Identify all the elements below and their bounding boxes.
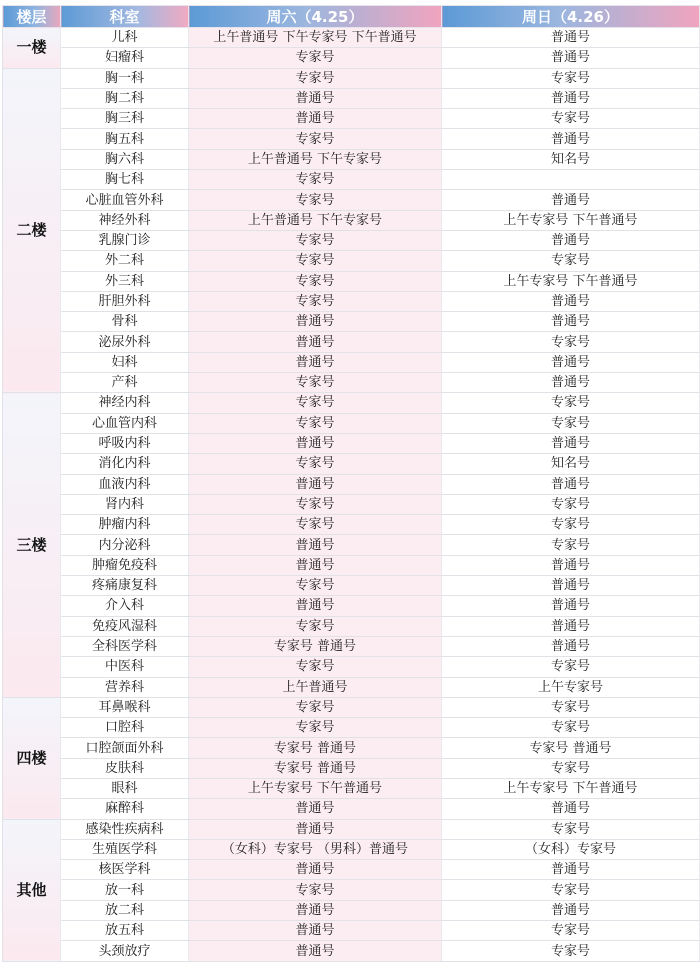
table-row	[3, 474, 700, 494]
saturday-cell: （女科）专家号 （男科）普通号	[189, 839, 442, 859]
dept-cell: 营养科	[61, 677, 189, 697]
saturday-cell: 普通号	[189, 941, 442, 961]
sunday-cell: 普通号	[442, 433, 700, 453]
sunday-cell: 专家号	[442, 697, 700, 717]
table-row	[3, 921, 700, 941]
saturday-cell: 专家号	[189, 291, 442, 311]
dept-cell: 消化内科	[61, 454, 189, 474]
header-floor: 楼层	[3, 6, 61, 28]
dept-cell: 乳腺门诊	[61, 230, 189, 250]
dept-cell: 泌尿外科	[61, 332, 189, 352]
table-row	[3, 515, 700, 535]
dept-cell: 妇瘤科	[61, 48, 189, 68]
table-row	[3, 332, 700, 352]
table-row	[3, 373, 700, 393]
saturday-cell: 普通号	[189, 921, 442, 941]
saturday-cell: 普通号	[189, 799, 442, 819]
saturday-cell: 专家号	[189, 230, 442, 250]
schedule-body	[3, 28, 700, 962]
table-row	[3, 312, 700, 332]
table-row	[3, 880, 700, 900]
sunday-cell: 专家号	[442, 413, 700, 433]
table-row	[3, 900, 700, 920]
header-saturday: 周六（4.25）	[189, 6, 442, 28]
sunday-cell: 专家号	[442, 332, 700, 352]
saturday-cell: 普通号	[189, 596, 442, 616]
table-row	[3, 555, 700, 575]
table-row	[3, 68, 700, 88]
header-dept: 科室	[61, 6, 189, 28]
sunday-cell: 普通号	[442, 860, 700, 880]
saturday-cell: 专家号	[189, 373, 442, 393]
table-row	[3, 413, 700, 433]
saturday-cell: 专家号	[189, 616, 442, 636]
sunday-cell: 普通号	[442, 596, 700, 616]
table-row	[3, 677, 700, 697]
table-row	[3, 718, 700, 738]
dept-cell: 感染性疾病科	[61, 819, 189, 839]
table-row	[3, 88, 700, 108]
dept-cell: 外三科	[61, 271, 189, 291]
sunday-cell: 普通号	[442, 352, 700, 372]
sunday-cell: 专家号	[442, 494, 700, 514]
sunday-cell: 普通号	[442, 555, 700, 575]
table-row	[3, 494, 700, 514]
dept-cell: 放一科	[61, 880, 189, 900]
dept-cell: 内分泌科	[61, 535, 189, 555]
saturday-cell: 专家号	[189, 657, 442, 677]
sunday-cell: 专家号	[442, 515, 700, 535]
saturday-cell: 普通号	[189, 332, 442, 352]
sunday-cell: 专家号	[442, 718, 700, 738]
dept-cell: 产科	[61, 373, 189, 393]
saturday-cell: 专家号	[189, 576, 442, 596]
sunday-cell: 专家号	[442, 921, 700, 941]
sunday-cell: 专家号	[442, 941, 700, 961]
saturday-cell: 上午专家号 下午普通号	[189, 778, 442, 798]
sunday-cell: 专家号	[442, 535, 700, 555]
sunday-cell: 普通号	[442, 799, 700, 819]
dept-cell: 骨科	[61, 312, 189, 332]
saturday-cell: 专家号	[189, 190, 442, 210]
floor-label: 三楼	[3, 393, 61, 697]
dept-cell: 免疫风湿科	[61, 616, 189, 636]
sunday-cell: 上午专家号 下午普通号	[442, 778, 700, 798]
sunday-cell	[442, 170, 700, 190]
schedule-table	[2, 5, 700, 962]
dept-cell: 胸二科	[61, 88, 189, 108]
dept-cell: 心血管内科	[61, 413, 189, 433]
dept-cell: 头颈放疗	[61, 941, 189, 961]
saturday-cell: 上午普通号 下午专家号 下午普通号	[189, 28, 442, 48]
table-row	[3, 210, 700, 230]
table-row	[3, 839, 700, 859]
table-row	[3, 616, 700, 636]
sunday-cell: 普通号	[442, 129, 700, 149]
saturday-cell: 普通号	[189, 555, 442, 575]
sunday-cell: 普通号	[442, 312, 700, 332]
sunday-cell: 普通号	[442, 230, 700, 250]
dept-cell: 介入科	[61, 596, 189, 616]
saturday-cell: 专家号	[189, 129, 442, 149]
table-row	[3, 230, 700, 250]
sunday-cell: 普通号	[442, 48, 700, 68]
sunday-cell: 普通号	[442, 291, 700, 311]
sunday-cell: （女科）专家号	[442, 839, 700, 859]
saturday-cell: 普通号	[189, 433, 442, 453]
sunday-cell: 专家号	[442, 68, 700, 88]
table-row	[3, 48, 700, 68]
floor-label: 其他	[3, 819, 61, 961]
header-row	[3, 6, 700, 28]
sunday-cell: 上午专家号 下午普通号	[442, 210, 700, 230]
saturday-cell: 普通号	[189, 88, 442, 108]
sunday-cell: 普通号	[442, 88, 700, 108]
dept-cell: 儿科	[61, 28, 189, 48]
table-row	[3, 778, 700, 798]
dept-cell: 神经内科	[61, 393, 189, 413]
sunday-cell: 上午专家号	[442, 677, 700, 697]
dept-cell: 胸一科	[61, 68, 189, 88]
table-row	[3, 697, 700, 717]
saturday-cell: 专家号	[189, 170, 442, 190]
table-row	[3, 819, 700, 839]
saturday-cell: 专家号	[189, 515, 442, 535]
table-row	[3, 109, 700, 129]
sunday-cell: 普通号	[442, 636, 700, 656]
sunday-cell: 普通号	[442, 190, 700, 210]
saturday-cell: 专家号	[189, 271, 442, 291]
table-row	[3, 170, 700, 190]
sunday-cell: 专家号	[442, 109, 700, 129]
sunday-cell: 普通号	[442, 474, 700, 494]
table-row	[3, 454, 700, 474]
table-row	[3, 251, 700, 271]
header-sunday: 周日（4.26）	[442, 6, 700, 28]
saturday-cell: 普通号	[189, 109, 442, 129]
saturday-cell: 专家号	[189, 697, 442, 717]
table-row	[3, 393, 700, 413]
table-row	[3, 941, 700, 961]
sunday-cell: 普通号	[442, 576, 700, 596]
dept-cell: 肾内科	[61, 494, 189, 514]
floor-label: 二楼	[3, 68, 61, 393]
table-row	[3, 758, 700, 778]
sunday-cell: 专家号	[442, 880, 700, 900]
table-row	[3, 738, 700, 758]
saturday-cell: 上午普通号 下午专家号	[189, 210, 442, 230]
table-row	[3, 433, 700, 453]
dept-cell: 生殖医学科	[61, 839, 189, 859]
sunday-cell: 普通号	[442, 900, 700, 920]
dept-cell: 胸七科	[61, 170, 189, 190]
saturday-cell: 专家号	[189, 880, 442, 900]
dept-cell: 呼吸内科	[61, 433, 189, 453]
table-row	[3, 799, 700, 819]
saturday-cell: 专家号 普通号	[189, 636, 442, 656]
table-row	[3, 860, 700, 880]
dept-cell: 神经外科	[61, 210, 189, 230]
dept-cell: 皮肤科	[61, 758, 189, 778]
sunday-cell: 知名号	[442, 149, 700, 169]
table-row	[3, 28, 700, 48]
sunday-cell: 专家号	[442, 819, 700, 839]
sunday-cell: 专家号	[442, 758, 700, 778]
table-row	[3, 657, 700, 677]
dept-cell: 肿瘤内科	[61, 515, 189, 535]
saturday-cell: 上午普通号 下午专家号	[189, 149, 442, 169]
dept-cell: 耳鼻喉科	[61, 697, 189, 717]
dept-cell: 核医学科	[61, 860, 189, 880]
table-row	[3, 352, 700, 372]
sunday-cell: 知名号	[442, 454, 700, 474]
dept-cell: 外二科	[61, 251, 189, 271]
sunday-cell: 专家号 普通号	[442, 738, 700, 758]
dept-cell: 疼痛康复科	[61, 576, 189, 596]
saturday-cell: 普通号	[189, 312, 442, 332]
saturday-cell: 普通号	[189, 535, 442, 555]
table-row	[3, 535, 700, 555]
saturday-cell: 专家号	[189, 413, 442, 433]
dept-cell: 口腔颌面外科	[61, 738, 189, 758]
table-row	[3, 576, 700, 596]
saturday-cell: 上午普通号	[189, 677, 442, 697]
table-row	[3, 271, 700, 291]
sunday-cell: 普通号	[442, 28, 700, 48]
dept-cell: 放五科	[61, 921, 189, 941]
dept-cell: 妇科	[61, 352, 189, 372]
saturday-cell: 专家号	[189, 68, 442, 88]
dept-cell: 心脏血管外科	[61, 190, 189, 210]
saturday-cell: 专家号	[189, 48, 442, 68]
dept-cell: 放二科	[61, 900, 189, 920]
sunday-cell: 专家号	[442, 657, 700, 677]
dept-cell: 全科医学科	[61, 636, 189, 656]
table-row	[3, 636, 700, 656]
dept-cell: 中医科	[61, 657, 189, 677]
sunday-cell: 上午专家号 下午普通号	[442, 271, 700, 291]
saturday-cell: 普通号	[189, 352, 442, 372]
saturday-cell: 专家号	[189, 251, 442, 271]
saturday-cell: 普通号	[189, 860, 442, 880]
sunday-cell: 普通号	[442, 616, 700, 636]
table-row	[3, 596, 700, 616]
dept-cell: 眼科	[61, 778, 189, 798]
sunday-cell: 专家号	[442, 393, 700, 413]
saturday-cell: 专家号	[189, 494, 442, 514]
dept-cell: 麻醉科	[61, 799, 189, 819]
dept-cell: 胸五科	[61, 129, 189, 149]
dept-cell: 肝胆外科	[61, 291, 189, 311]
sunday-cell: 专家号	[442, 251, 700, 271]
dept-cell: 胸六科	[61, 149, 189, 169]
saturday-cell: 专家号	[189, 454, 442, 474]
table-row	[3, 291, 700, 311]
table-row	[3, 149, 700, 169]
sunday-cell: 普通号	[442, 373, 700, 393]
dept-cell: 血液内科	[61, 474, 189, 494]
saturday-cell: 专家号	[189, 718, 442, 738]
floor-label: 一楼	[3, 28, 61, 69]
floor-label: 四楼	[3, 697, 61, 819]
saturday-cell: 专家号	[189, 393, 442, 413]
saturday-cell: 普通号	[189, 474, 442, 494]
saturday-cell: 普通号	[189, 819, 442, 839]
dept-cell: 肿瘤免疫科	[61, 555, 189, 575]
saturday-cell: 专家号 普通号	[189, 738, 442, 758]
saturday-cell: 普通号	[189, 900, 442, 920]
saturday-cell: 专家号 普通号	[189, 758, 442, 778]
dept-cell: 口腔科	[61, 718, 189, 738]
table-row	[3, 190, 700, 210]
table-row	[3, 129, 700, 149]
dept-cell: 胸三科	[61, 109, 189, 129]
